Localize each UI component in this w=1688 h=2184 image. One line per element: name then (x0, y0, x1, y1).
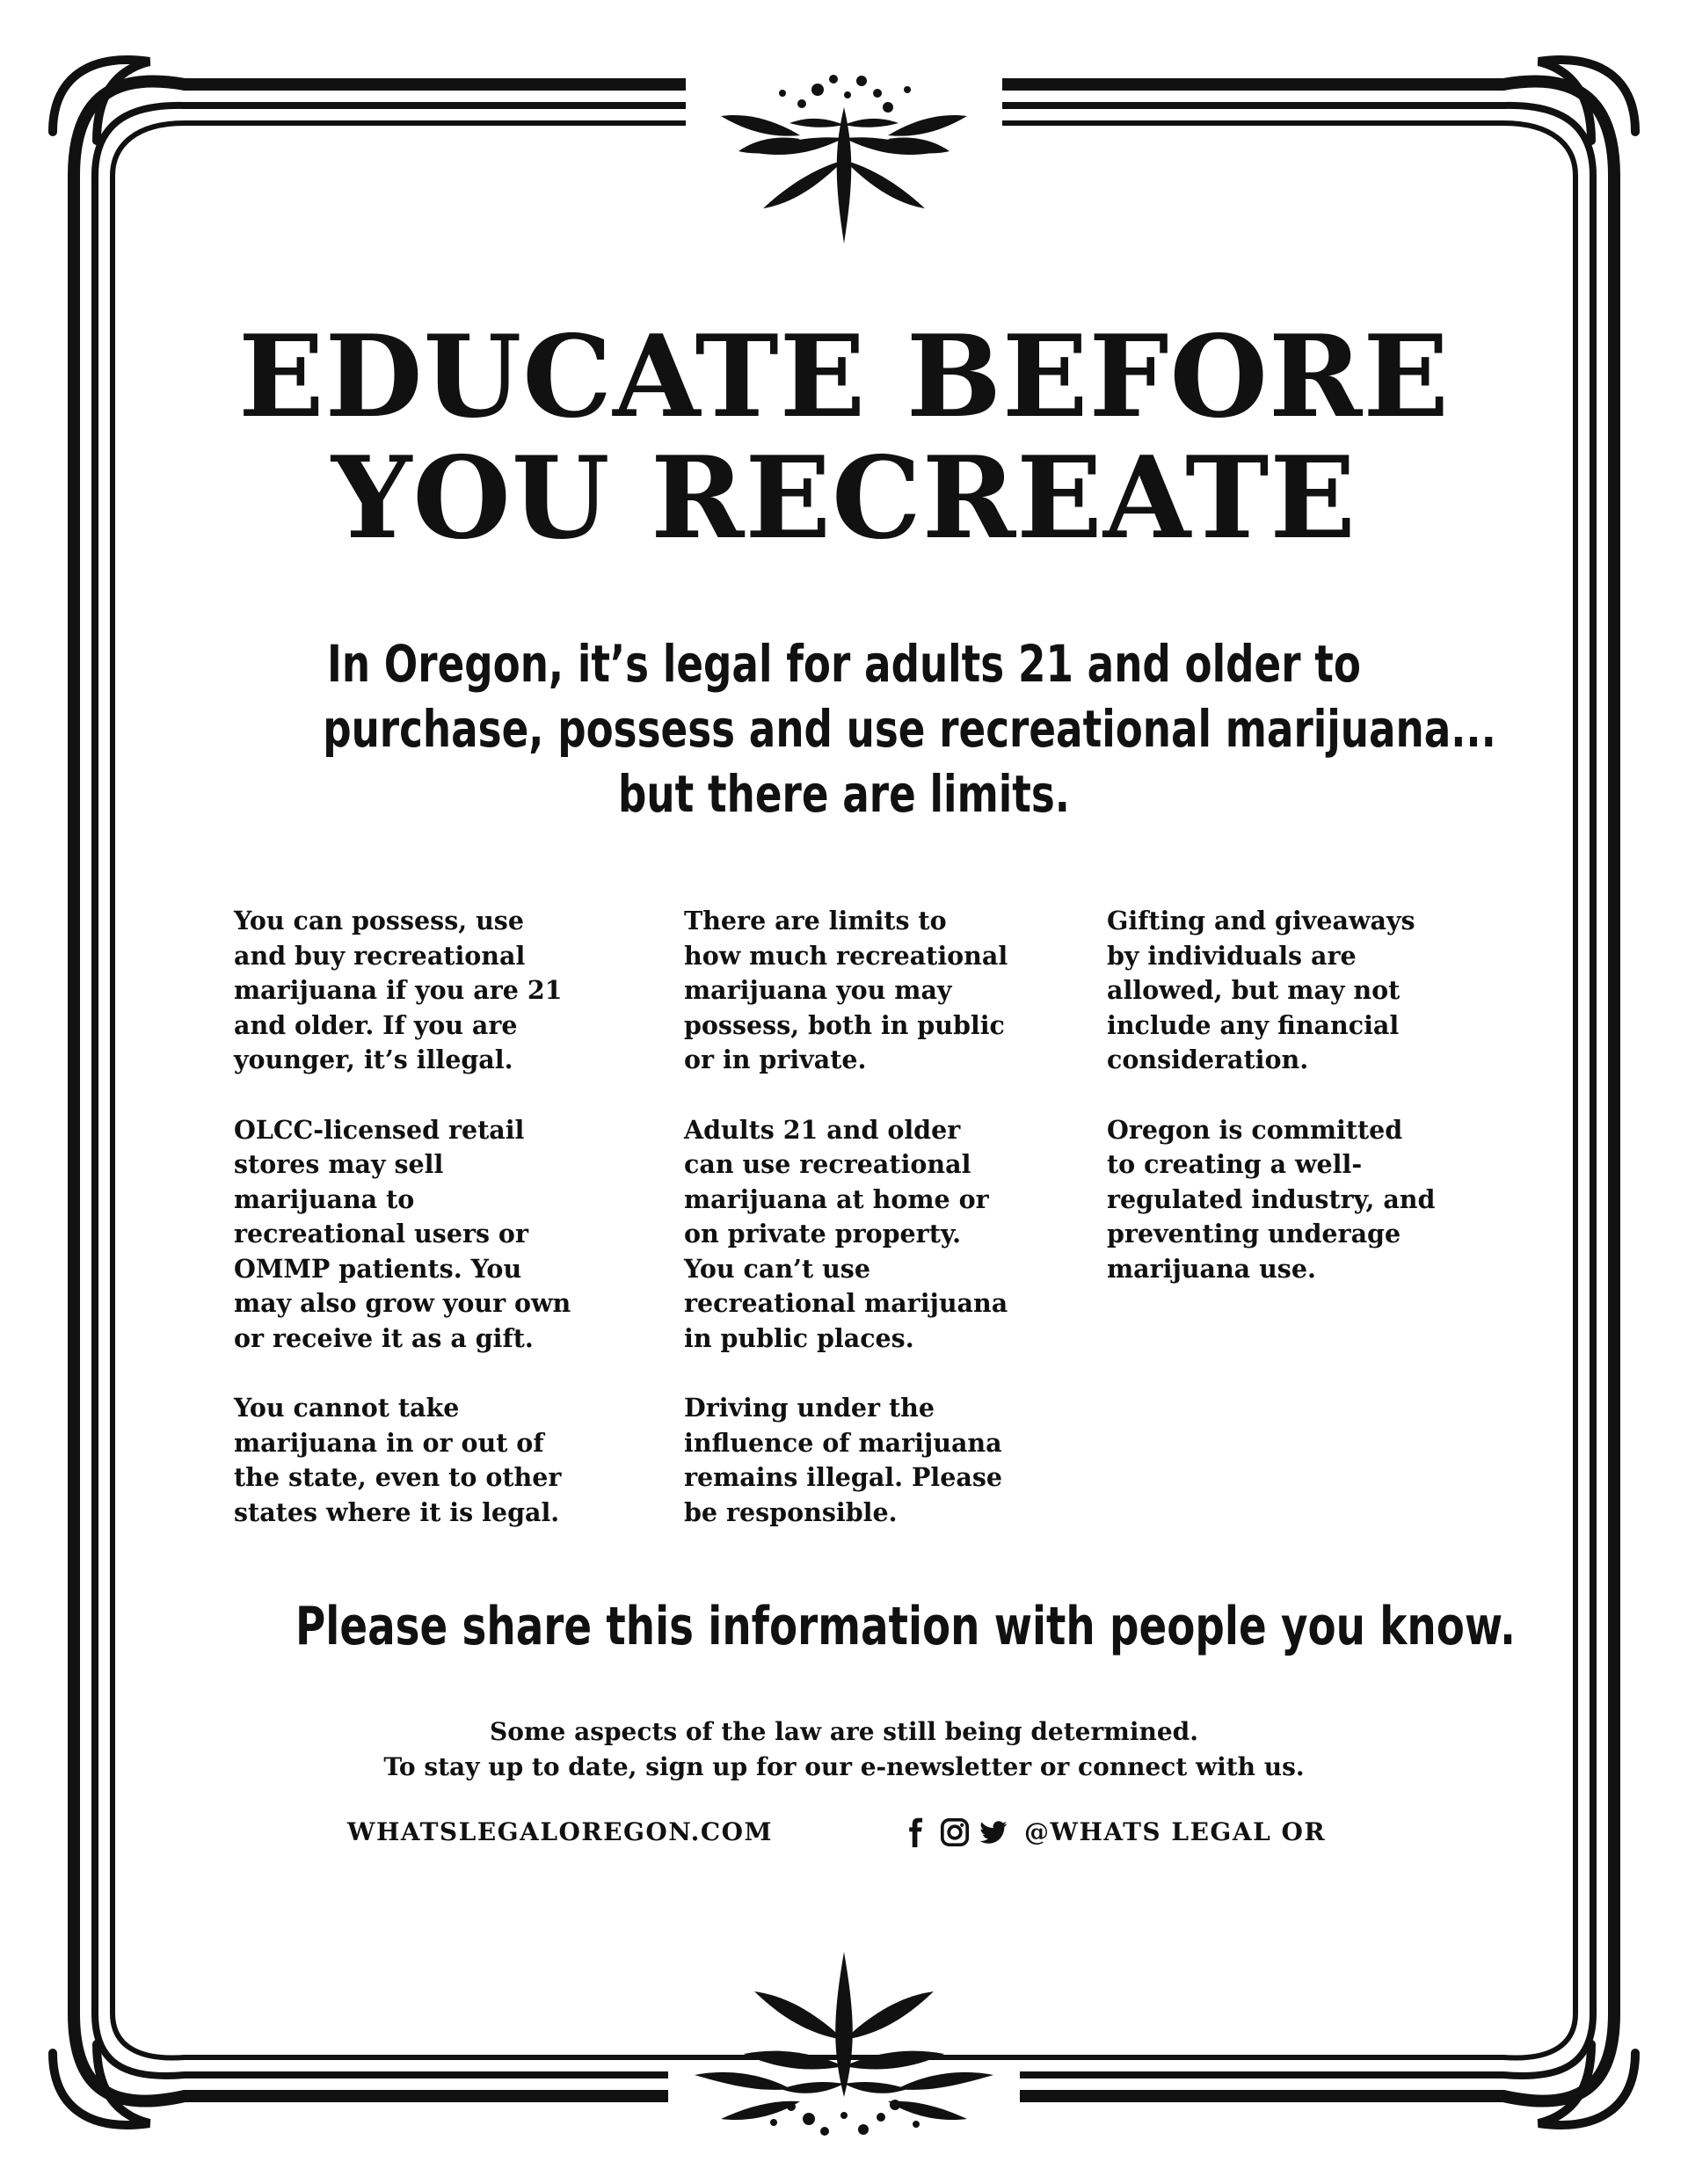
social-links (901, 1813, 1326, 1852)
update-note (229, 1714, 1459, 1785)
info-paragraph: You can possess, use and buy recreational marijuana if you are 21 and older. If you are younger, it’s illegal. (234, 906, 563, 1074)
share-callout: Please share this information with people you know. (295, 1596, 1516, 1657)
facebook-icon[interactable] (901, 1817, 931, 1847)
info-column-1 (234, 904, 621, 1565)
info-paragraph: Oregon is committed to creating a well- regulated industry, and preventing underage marijuana use. (1107, 1114, 1436, 1284)
info-paragraph: You cannot take marijuana in or out of the state, even to other states where it is legal. (234, 1393, 562, 1527)
subtitle-line: purchase, possess and use recreational marijuana... (323, 699, 1496, 759)
info-column-2 (684, 904, 1071, 1565)
info-paragraph: Driving under the influence of marijuana remains illegal. Please be responsible. (684, 1393, 1002, 1527)
poster-subtitle (323, 631, 1496, 826)
info-column-3 (1107, 904, 1494, 1321)
website-link[interactable]: WHATSLEGALOREGON.COM (347, 1817, 774, 1846)
cannabis-leaf-ornament-bottom (668, 1943, 1020, 2154)
info-paragraph: OLCC-licensed retail stores may sell marijuana to recreational users or OMMP patients. You may also grow your own or receive it as a gift. (234, 1114, 571, 1353)
twitter-icon[interactable] (979, 1817, 1008, 1847)
note-line: To stay up to date, sign up for our e-newsletter or connect with us. (383, 1752, 1305, 1781)
instagram-icon[interactable] (940, 1817, 970, 1847)
info-paragraph: Adults 21 and older can use recreational marijuana at home or on private property. You can’t use recreational marijuana in public places. (684, 1114, 1008, 1353)
poster-title-line: YOU RECREATE (331, 433, 1357, 564)
poster-title (123, 311, 1565, 564)
subtitle-line: but there are limits. (618, 764, 1070, 824)
poster-title-line: EDUCATE BEFORE (238, 311, 1450, 443)
info-paragraph: Gifting and giveaways by individuals are allowed, but may not include any financial consideration. (1107, 906, 1415, 1074)
note-line: Some aspects of the law are still being determined. (489, 1717, 1198, 1746)
cannabis-leaf-ornament-top (686, 55, 1002, 257)
social-handle[interactable]: @WHATS LEGAL OR (1024, 1817, 1327, 1846)
subtitle-line: In Oregon, it’s legal for adults 21 and older to (327, 634, 1361, 694)
info-columns (234, 904, 1482, 1537)
contact-footer (347, 1813, 1350, 1852)
info-paragraph: There are limits to how much recreational marijuana you may possess, both in public or in private. (684, 906, 1008, 1074)
